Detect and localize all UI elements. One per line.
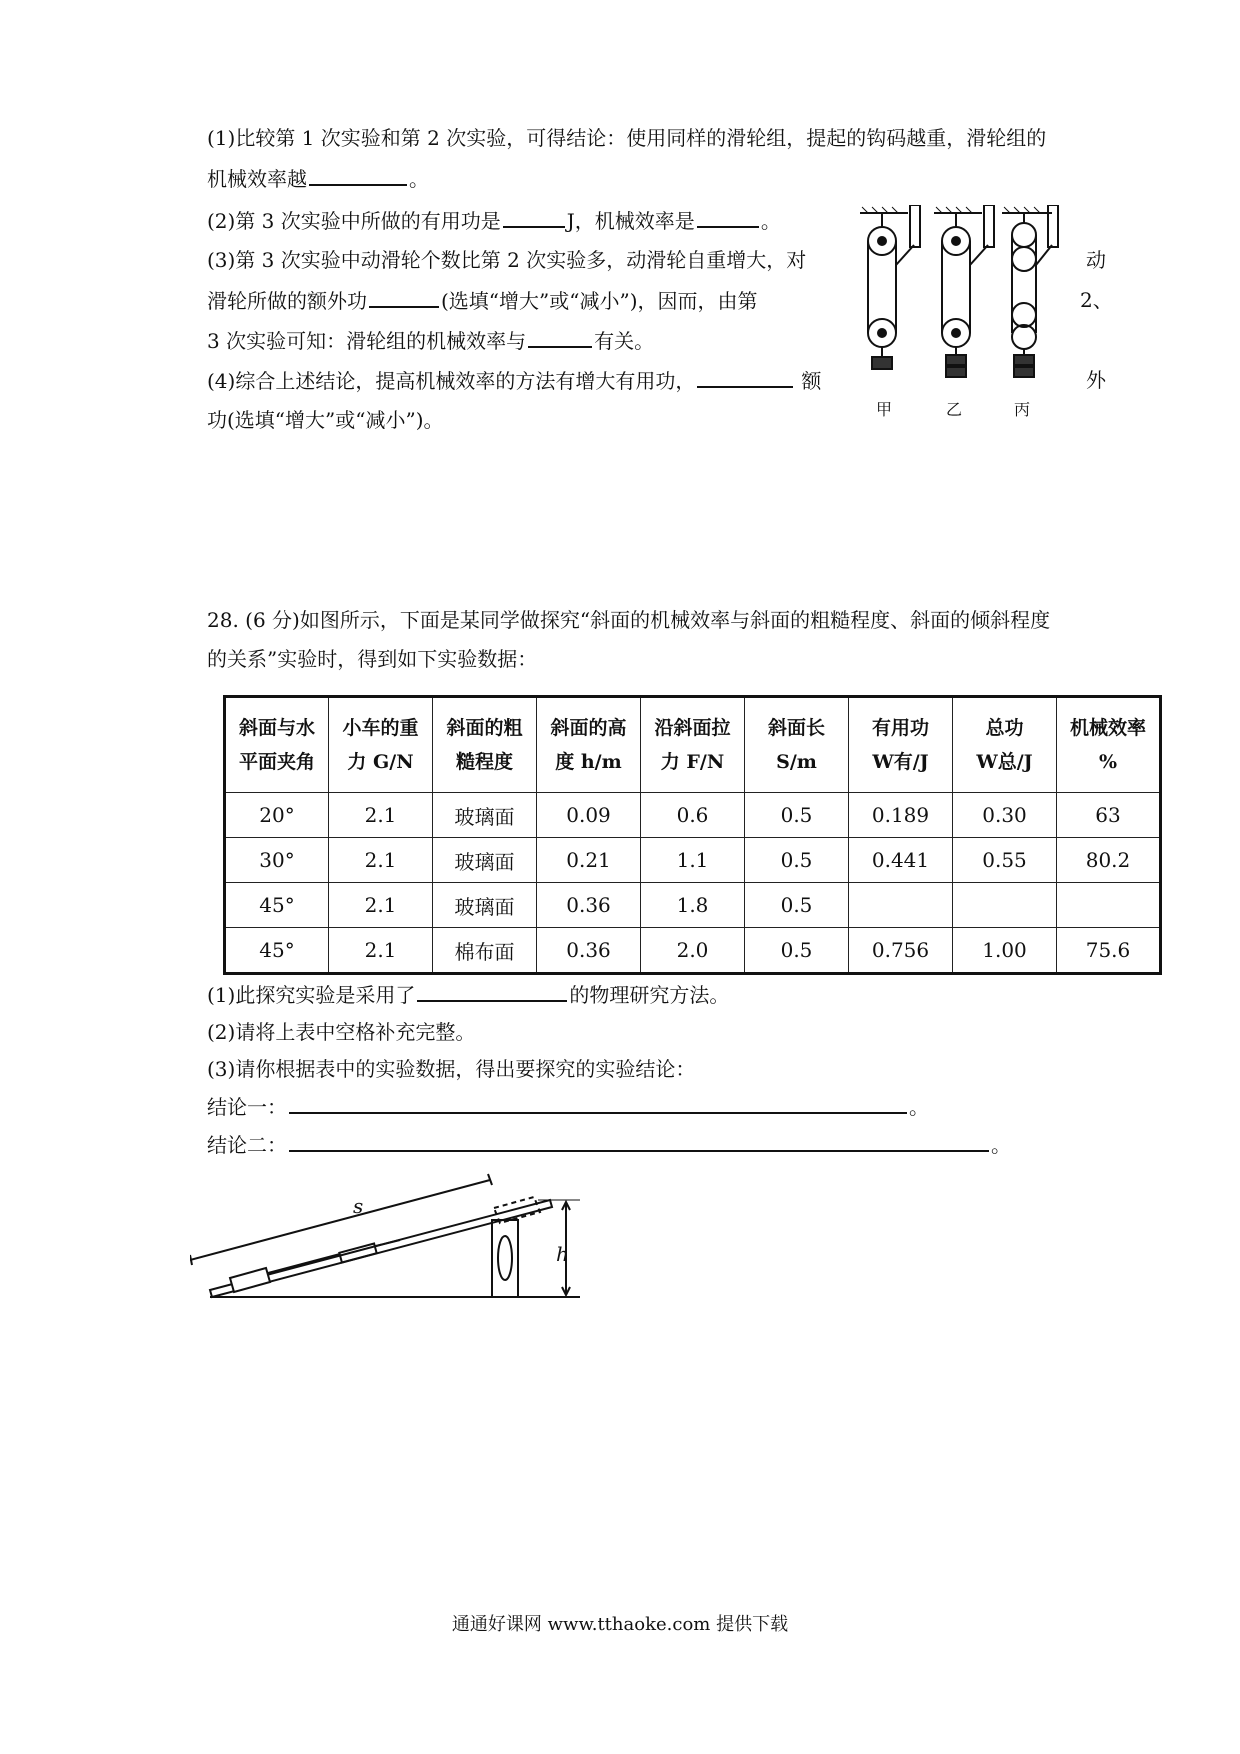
table-cell: 0.5	[745, 793, 849, 838]
q28-sub3: (3)请你根据表中的实验数据，得出要探究的实验结论：	[207, 1057, 696, 1081]
conclusion-1	[207, 1092, 929, 1121]
table-cell: 2.1	[329, 928, 433, 974]
table-cell: 0.36	[537, 928, 641, 974]
table-blank-cell[interactable]	[849, 883, 953, 928]
table-cell: 0.5	[745, 883, 849, 928]
table-cell: 2.0	[641, 928, 745, 974]
table-header-cell: 机械效率 %	[1057, 697, 1161, 793]
table-header-cell: 总功 W总/J	[953, 697, 1057, 793]
conclusion-2-end: 。	[991, 1133, 1011, 1157]
incline-figure	[190, 1160, 590, 1310]
q27-part3-line2	[207, 286, 758, 315]
q27-part2-text-a: (2)第 3 次实验中所做的有用功是	[207, 209, 501, 233]
table-row	[225, 793, 1161, 838]
q28-intro-line2: 的关系”实验时，得到如下实验数据：	[207, 647, 538, 671]
table-header-cell: 斜面的粗 糙程度	[433, 697, 537, 793]
q27-part3-line3	[207, 326, 654, 355]
table-cell: 2.1	[329, 793, 433, 838]
table-cell: 63	[1057, 793, 1161, 838]
figure-label-jia: 甲	[876, 400, 893, 419]
table-cell: 1.8	[641, 883, 745, 928]
table-cell: 80.2	[1057, 838, 1161, 883]
answer-blank-1[interactable]	[309, 164, 407, 186]
q28-sub1	[207, 980, 729, 1009]
page-footer: 通通好课网 www.tthaoke.com 提供下载	[451, 1614, 789, 1635]
table-row	[225, 838, 1161, 883]
q27-part3-line2-tail: 2、	[1080, 288, 1113, 312]
table-cell: 1.1	[641, 838, 745, 883]
conclusion-2-blank[interactable]	[289, 1130, 989, 1152]
answer-blank-method[interactable]	[417, 980, 567, 1002]
q27-part1-text: 机械效率越	[207, 167, 307, 191]
figure-label-bing: 丙	[1014, 400, 1031, 419]
q27-part1-end: 。	[409, 167, 429, 191]
table-cell: 0.441	[849, 838, 953, 883]
table-cell: 2.1	[329, 883, 433, 928]
table-cell: 玻璃面	[433, 793, 537, 838]
table-blank-cell[interactable]	[953, 883, 1057, 928]
q27-part2	[207, 206, 781, 235]
table-cell: 20°	[225, 793, 329, 838]
q28-intro-line1: 28. (6 分)如图所示，下面是某同学做探究“斜面的机械效率与斜面的粗糙程度、斜面的倾斜程度	[207, 608, 1051, 632]
experiment-data-table	[223, 695, 1162, 975]
q28-sub2: (2)请将上表中空格补充完整。	[207, 1020, 476, 1044]
q27-part3-line1-tail: 动	[1086, 248, 1106, 272]
table-cell: 1.00	[953, 928, 1057, 974]
table-header-cell: 沿斜面拉 力 F/N	[641, 697, 745, 793]
table-cell: 0.36	[537, 883, 641, 928]
q27-part3-end: 有关。	[594, 329, 655, 353]
q27-part2-text-b: J，机械效率是	[566, 209, 695, 233]
table-header-row	[225, 697, 1161, 793]
q27-part1-line1: (1)比较第 1 次实验和第 2 次实验，可得结论：使用同样的滑轮组，提起的钩码越重，滑轮组的	[207, 126, 1047, 150]
answer-blank-useful-work[interactable]	[503, 206, 565, 228]
incline-label-s: s	[353, 1194, 364, 1218]
table-cell: 0.09	[537, 793, 641, 838]
table-cell: 0.21	[537, 838, 641, 883]
table-header-cell: 斜面的高 度 h/m	[537, 697, 641, 793]
table-cell: 30°	[225, 838, 329, 883]
conclusion-2-label: 结论二：	[207, 1133, 287, 1157]
table-header-cell: 有用功 W有/J	[849, 697, 953, 793]
table-cell: 2.1	[329, 838, 433, 883]
table-cell: 0.5	[745, 838, 849, 883]
table-cell: 玻璃面	[433, 883, 537, 928]
table-cell: 0.55	[953, 838, 1057, 883]
q27-part2-end: 。	[760, 209, 781, 233]
table-cell: 45°	[225, 883, 329, 928]
q27-part3-line1: (3)第 3 次实验中动滑轮个数比第 2 次实验多，动滑轮自重增大，对	[207, 248, 807, 272]
answer-blank-extra-work[interactable]	[369, 286, 439, 308]
conclusion-1-end: 。	[909, 1095, 929, 1119]
figure-label-yi: 乙	[946, 400, 963, 419]
table-cell: 45°	[225, 928, 329, 974]
q27-part3-text-c: 3 次实验可知：滑轮组的机械效率与	[207, 329, 527, 353]
q27-part4-line2: 功(选填“增大”或“减小”)。	[207, 408, 444, 432]
answer-blank-reduce[interactable]	[697, 366, 793, 388]
q28-sub1-text-a: (1)此探究实验是采用了	[207, 983, 416, 1007]
incline-label-h: h	[556, 1242, 569, 1266]
answer-blank-efficiency[interactable]	[697, 206, 759, 228]
pulley-figure	[852, 205, 1082, 420]
q27-part3-text-b2: (选填“增大”或“减小”)，因而，由第	[441, 289, 758, 313]
conclusion-2	[207, 1130, 1011, 1159]
q27-part4-text-a: (4)综合上述结论，提高机械效率的方法有增大有用功，	[207, 369, 696, 393]
conclusion-1-label: 结论一：	[207, 1095, 287, 1119]
table-cell: 0.6	[641, 793, 745, 838]
table-header-cell: 斜面长 S/m	[745, 697, 849, 793]
conclusion-1-blank[interactable]	[289, 1092, 907, 1114]
table-blank-cell[interactable]	[1057, 883, 1161, 928]
q27-part1-line2	[207, 164, 429, 193]
table-header-cell: 小车的重 力 G/N	[329, 697, 433, 793]
table-cell: 0.189	[849, 793, 953, 838]
answer-blank-related[interactable]	[528, 326, 592, 348]
table-cell: 玻璃面	[433, 838, 537, 883]
table-cell: 0.30	[953, 793, 1057, 838]
q28-sub1-text-b: 的物理研究方法。	[569, 983, 730, 1007]
table-cell: 棉布面	[433, 928, 537, 974]
table-cell: 0.756	[849, 928, 953, 974]
q27-part4-text-a2: 额	[801, 369, 822, 393]
table-row	[225, 883, 1161, 928]
table-cell: 0.5	[745, 928, 849, 974]
table-row	[225, 928, 1161, 974]
table-cell: 75.6	[1057, 928, 1161, 974]
q27-part4-line1	[207, 366, 821, 395]
q27-part4-line1-tail: 外	[1086, 368, 1106, 392]
q27-part3-text-b: 滑轮所做的额外功	[207, 289, 367, 313]
table-header-cell: 斜面与水 平面夹角	[225, 697, 329, 793]
